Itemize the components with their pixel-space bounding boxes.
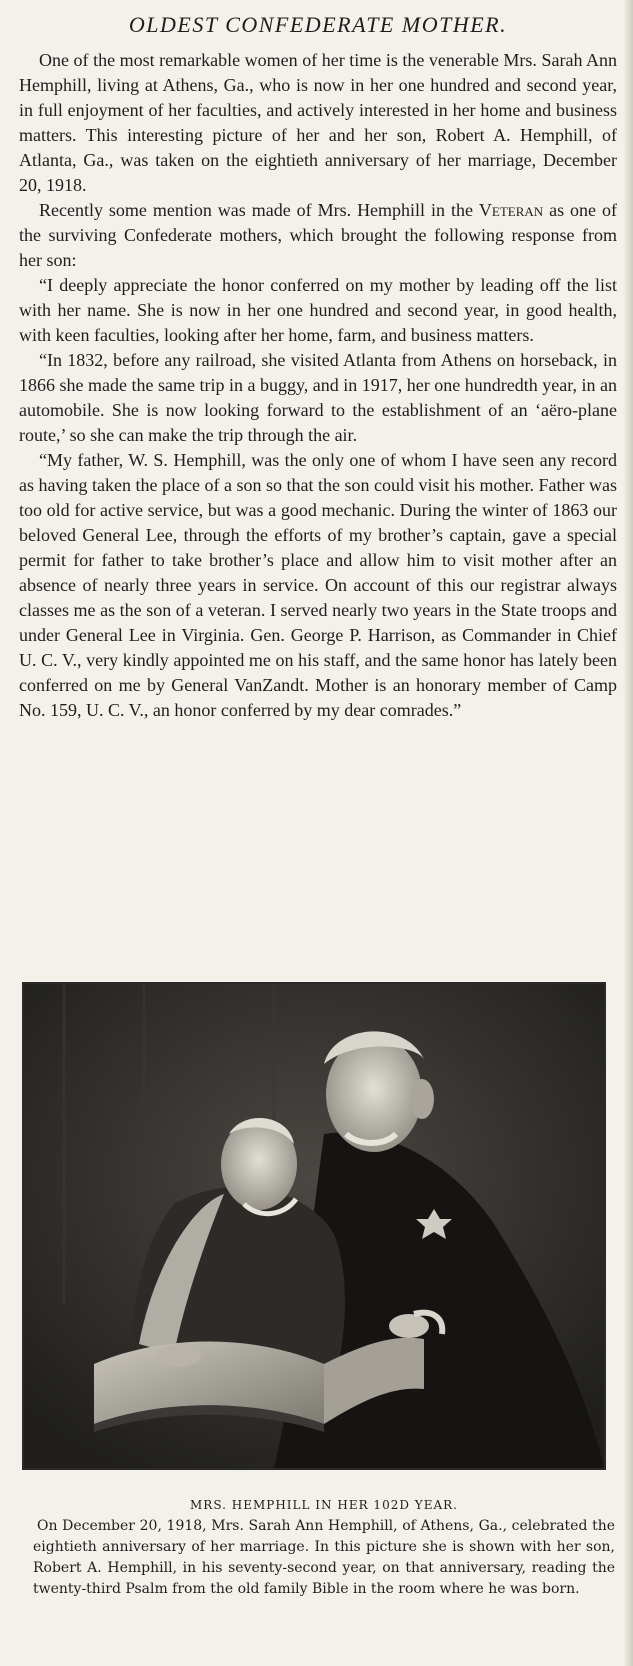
- article-paragraph-2: [19, 198, 617, 273]
- caption-title: MRS. HEMPHILL IN HER 102D YEAR.: [190, 1498, 458, 1512]
- photograph-illustration: [24, 984, 604, 1468]
- hemphill-photograph: [22, 982, 606, 1470]
- veteran-magazine-name: Veteran: [478, 200, 544, 220]
- paragraph-2-text-before: Recently some mention was made of Mrs. Hemphill in the: [39, 200, 479, 220]
- article: [19, 12, 617, 723]
- article-paragraph-4: “In 1832, before any railroad, she visited Atlanta from Athens on horseback, in 1866 she made the same trip in a buggy, and in 1917, her one hundredth year, in an automobile. She is now looking forward to the establishment of an ‘aëro-plane route,’ so she can make the trip through the air.: [19, 350, 617, 445]
- paragraph-2-text-after: as one of the surviving Confederate mothers, which brought the following response from her son:: [19, 200, 617, 270]
- caption-text: On December 20, 1918, Mrs. Sarah Ann Hemphill, of Athens, Ga., celebrated the eightieth anniversary of her marriage. In this picture she is shown with her son, Robert A. Hemphill, in his seventy-second year, on that anniversary, reading the twenty-third Psalm from the old family Bible in the room where he was born.: [33, 1518, 615, 1597]
- article-headline: OLDEST CONFEDERATE MOTHER.: [128, 12, 508, 37]
- article-paragraph-1: One of the most remarkable women of her time is the venerable Mrs. Sarah Ann Hemphill, living at Athens, Ga., who is now in her one hundred and second year, in full enjoyment of her faculties, and actively interested in her home and business matters. This interesting picture of her and her son, Robert A. Hemphill, of Atlanta, Ga., was taken on the eightieth anniversary of her marriage, December 20, 1918.: [19, 50, 617, 195]
- page-edge-shadow: [623, 0, 633, 1666]
- photo-caption: [33, 1497, 615, 1600]
- article-paragraph-5: “My father, W. S. Hemphill, was the only one of whom I have seen any record as having taken the place of a son so that the son could visit his mother. Father was too old for active service, but was a good mechanic. During the winter of 1863 our beloved General Lee, through the efforts of my brother’s captain, gave a special permit for father to take brother’s place and allow him to visit mother after an absence of nearly three years in service. On account of this our registrar always classes me as the son of a veteran. I served nearly two years in the State troops and under General Lee in Virginia. Gen. George P. Harrison, as Commander in Chief U. C. V., very kindly appointed me on his staff, and the same honor has lately been conferred on me by General VanZandt. Mother is an honorary member of Camp No. 159, U. C. V., an honor conferred by my dear comrades.”: [19, 450, 617, 720]
- article-paragraph-3: “I deeply appreciate the honor conferred on my mother by leading off the list with her name. She is now in her one hundred and second year, in good health, with keen faculties, looking after her home, farm, and business matters.: [19, 275, 617, 345]
